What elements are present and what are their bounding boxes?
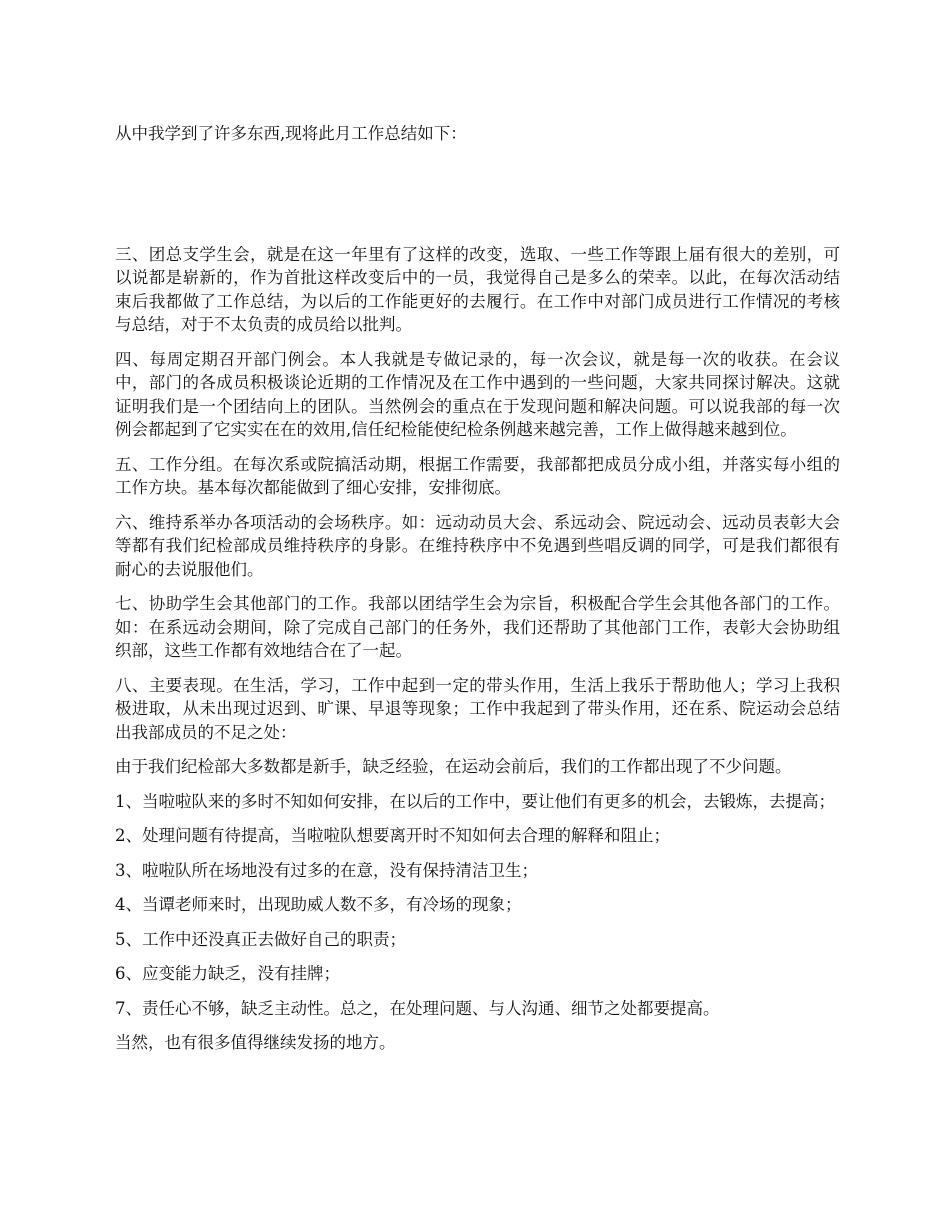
paragraph-section-6: 六、维持系举办各项活动的会场秩序。如：远动动员大会、系远动会、院远动会、远动员表彰大会等都有我们纪检部成员维持秩序的身影。在维持秩序中不免遇到些唱反调的同学，可是我们都很有耐心的去说服他们。 — [115, 512, 840, 579]
paragraph-problems-intro: 由于我们纪检部大多数都是新手，缺乏经验，在运动会前后，我们的工作都出现了不少问题。 — [115, 757, 792, 776]
paragraph-section-7: 七、协助学生会其他部门的工作。我部以团结学生会为宗旨，积极配合学生会其他各部门的工作。如：在系远动会期间，除了完成自己部门的任务外，我们还帮助了其他部门工作，表彰大会协助组织部，这些工作都有效地结合在了一起。 — [115, 594, 840, 660]
paragraph-section-8: 八、主要表现。在生活，学习，工作中起到一定的带头作用，生活上我乐于帮助他人；学习上我积极进取，从未出现过迟到、旷课、早退等现象；工作中我起到了带头作用，还在系、院运动会总结出我部成员的不足之处： — [115, 675, 840, 742]
list-item-2: 2、处理问题有待提高，当啦啦队想要离开时不知如何去合理的解释和阻止； — [115, 826, 670, 845]
paragraph-closing: 当然，也有很多值得继续发扬的地方。 — [115, 1033, 396, 1052]
paragraph-section-3: 三、团总支学生会，就是在这一年里有了这样的改变，选取、一些工作等跟上届有很大的差别，可以说都是崭新的，作为首批这样改变后中的一员，我觉得自己是多么的荣幸。以此，在每次活动结束后我都做了工作总结，为以后的工作能更好的去履行。在工作中对部门成员进行工作情况的考核与总结，对于不太负责的成员给以批判。 — [115, 244, 840, 334]
list-item-5: 5、工作中还没真正去做好自己的职责； — [115, 929, 406, 949]
list-item-1: 1、当啦啦队来的多时不知如何安排，在以后的工作中，要让他们有更多的机会，去锻炼，去提高； — [115, 791, 835, 811]
paragraph-intro: 从中我学到了许多东西,现将此月工作总结如下： — [115, 124, 467, 143]
document-body — [115, 122, 840, 1066]
paragraph-section-4: 四、每周定期召开部门例会。本人我就是专做记录的，每一次会议，就是每一次的收获。在会议中，部门的各成员积极谈论近期的工作情况及在工作中遇到的一些问题，大家共同探讨解决。这就证明我们是一个团结向上的团队。当然例会的重点在于发现问题和解决问题。可以说我部的每一次例会都起到了它实实在在的效用,信任纪检能使纪检条例越来越完善，工作上做得越来越到位。 — [115, 349, 840, 439]
list-item-6: 6、应变能力缺乏，没有挂牌； — [115, 964, 340, 983]
list-item-7: 7、责任心不够，缺乏主动性。总之，在处理问题、与人沟通、细节之处都要提高。 — [115, 998, 720, 1018]
paragraph-section-5: 五、工作分组。在每次系或院搞活动期，根据工作需要，我部都把成员分成小组，并落实每小组的工作方块。基本每次都能做到了细心安排，安排彻底。 — [115, 454, 840, 497]
list-item-4: 4、当谭老师来时，出现助威人数不多，有冷场的现象； — [115, 895, 522, 914]
list-item-3: 3、啦啦队所在场地没有过多的在意，没有保持清洁卫生； — [115, 860, 538, 880]
